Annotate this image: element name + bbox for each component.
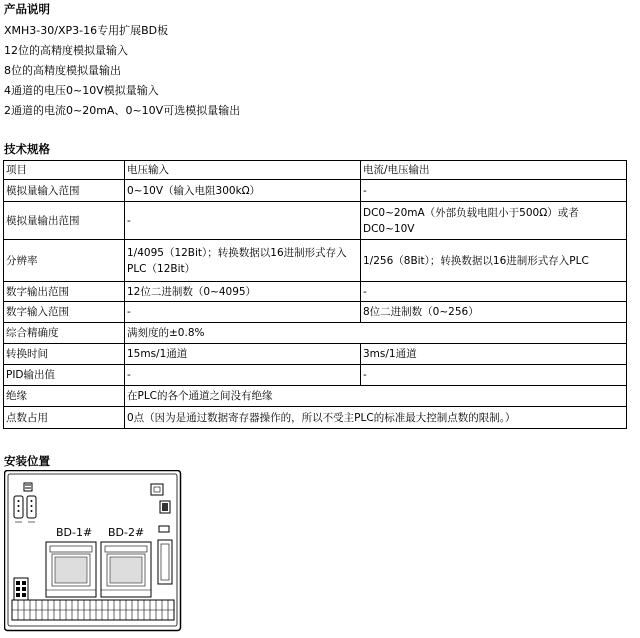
- description-line: 4通道的电压0~10V模拟量输入: [4, 84, 159, 97]
- top-connector: [24, 483, 32, 491]
- row-label: 数字输出范围: [4, 282, 125, 302]
- table-cell: -: [361, 282, 627, 302]
- serial-port-right-icon: [27, 496, 36, 518]
- table-row: [4, 302, 627, 323]
- row-label: 模拟量输出范围: [4, 202, 125, 240]
- spec-heading: 技术规格: [4, 142, 50, 156]
- description-line: 2通道的电流0~20mA、0~10V可选模拟量输出: [4, 104, 241, 117]
- table-row: [4, 240, 627, 282]
- table-cell: 0~10V（输入电阻300kΩ）: [125, 180, 361, 202]
- table-cell: -: [125, 302, 361, 323]
- table-cell: -: [125, 365, 361, 386]
- header-cell: 项目: [4, 161, 125, 180]
- device-diagram: [4, 470, 182, 632]
- table-cell-merged: 满刻度的±0.8%: [125, 323, 627, 344]
- table-cell-merged: 在PLC的各个通道之间没有绝缘: [125, 386, 627, 407]
- spec-table: [3, 160, 627, 429]
- row-label: PID输出值: [4, 365, 125, 386]
- table-row: [4, 180, 627, 202]
- bd1-slot: [46, 542, 96, 597]
- description-line: XMH3-30/XP3-16专用扩展BD板: [4, 24, 169, 37]
- table-row: [4, 344, 627, 365]
- top-right-port: [151, 484, 163, 495]
- table-cell: 1/4095（12Bit）；转换数据以16进制形式存入PLC（12Bit）: [125, 240, 361, 282]
- product-description-heading: 产品说明: [4, 2, 50, 16]
- table-cell-merged: 0点（因为是通过数据寄存器操作的，所以不受主PLC的标准最大控制点数的限制。）: [125, 407, 627, 429]
- table-cell: DC0~20mA（外部负载电阻小于500Ω）或者DC0~10V: [361, 202, 627, 240]
- serial-port-left-icon: [14, 496, 23, 518]
- row-label: 分辨率: [4, 240, 125, 282]
- header-cell: 电流/电压输出: [361, 161, 627, 180]
- dip-switch-icon: [14, 578, 28, 600]
- table-cell: 1/256（8Bit）；转换数据以16进制形式存入PLC: [361, 240, 627, 282]
- install-heading: 安装位置: [4, 454, 50, 468]
- bd2-label: BD-2#: [108, 526, 145, 539]
- row-label: 综合精确度: [4, 323, 125, 344]
- table-row: [4, 282, 627, 302]
- right-slot: [158, 540, 172, 584]
- table-cell: -: [125, 202, 361, 240]
- table-row: [4, 365, 627, 386]
- bd1-label: BD-1#: [56, 526, 93, 539]
- table-cell: 15ms/1通道: [125, 344, 361, 365]
- table-cell: 3ms/1通道: [361, 344, 627, 365]
- row-label: 模拟量输入范围: [4, 180, 125, 202]
- row-label: 点数占用: [4, 407, 125, 429]
- terminal-strip: [12, 600, 174, 620]
- table-row: [4, 407, 627, 429]
- header-cell: 电压输入: [125, 161, 361, 180]
- table-header-row: [4, 161, 627, 180]
- description-line: 12位的高精度模拟量输入: [4, 44, 128, 57]
- bd2-slot: [101, 542, 151, 597]
- row-label: 数字输入范围: [4, 302, 125, 323]
- table-row: [4, 202, 627, 240]
- description-line: 8位的高精度模拟量输出: [4, 64, 121, 77]
- right-switch: [159, 526, 169, 532]
- table-cell: 8位二进制数（0~256）: [361, 302, 627, 323]
- row-label: 转换时间: [4, 344, 125, 365]
- row-label: 绝缘: [4, 386, 125, 407]
- table-cell: 12位二进制数（0~4095）: [125, 282, 361, 302]
- table-row: [4, 323, 627, 344]
- table-row: [4, 386, 627, 407]
- table-cell: -: [361, 180, 627, 202]
- table-cell: -: [361, 365, 627, 386]
